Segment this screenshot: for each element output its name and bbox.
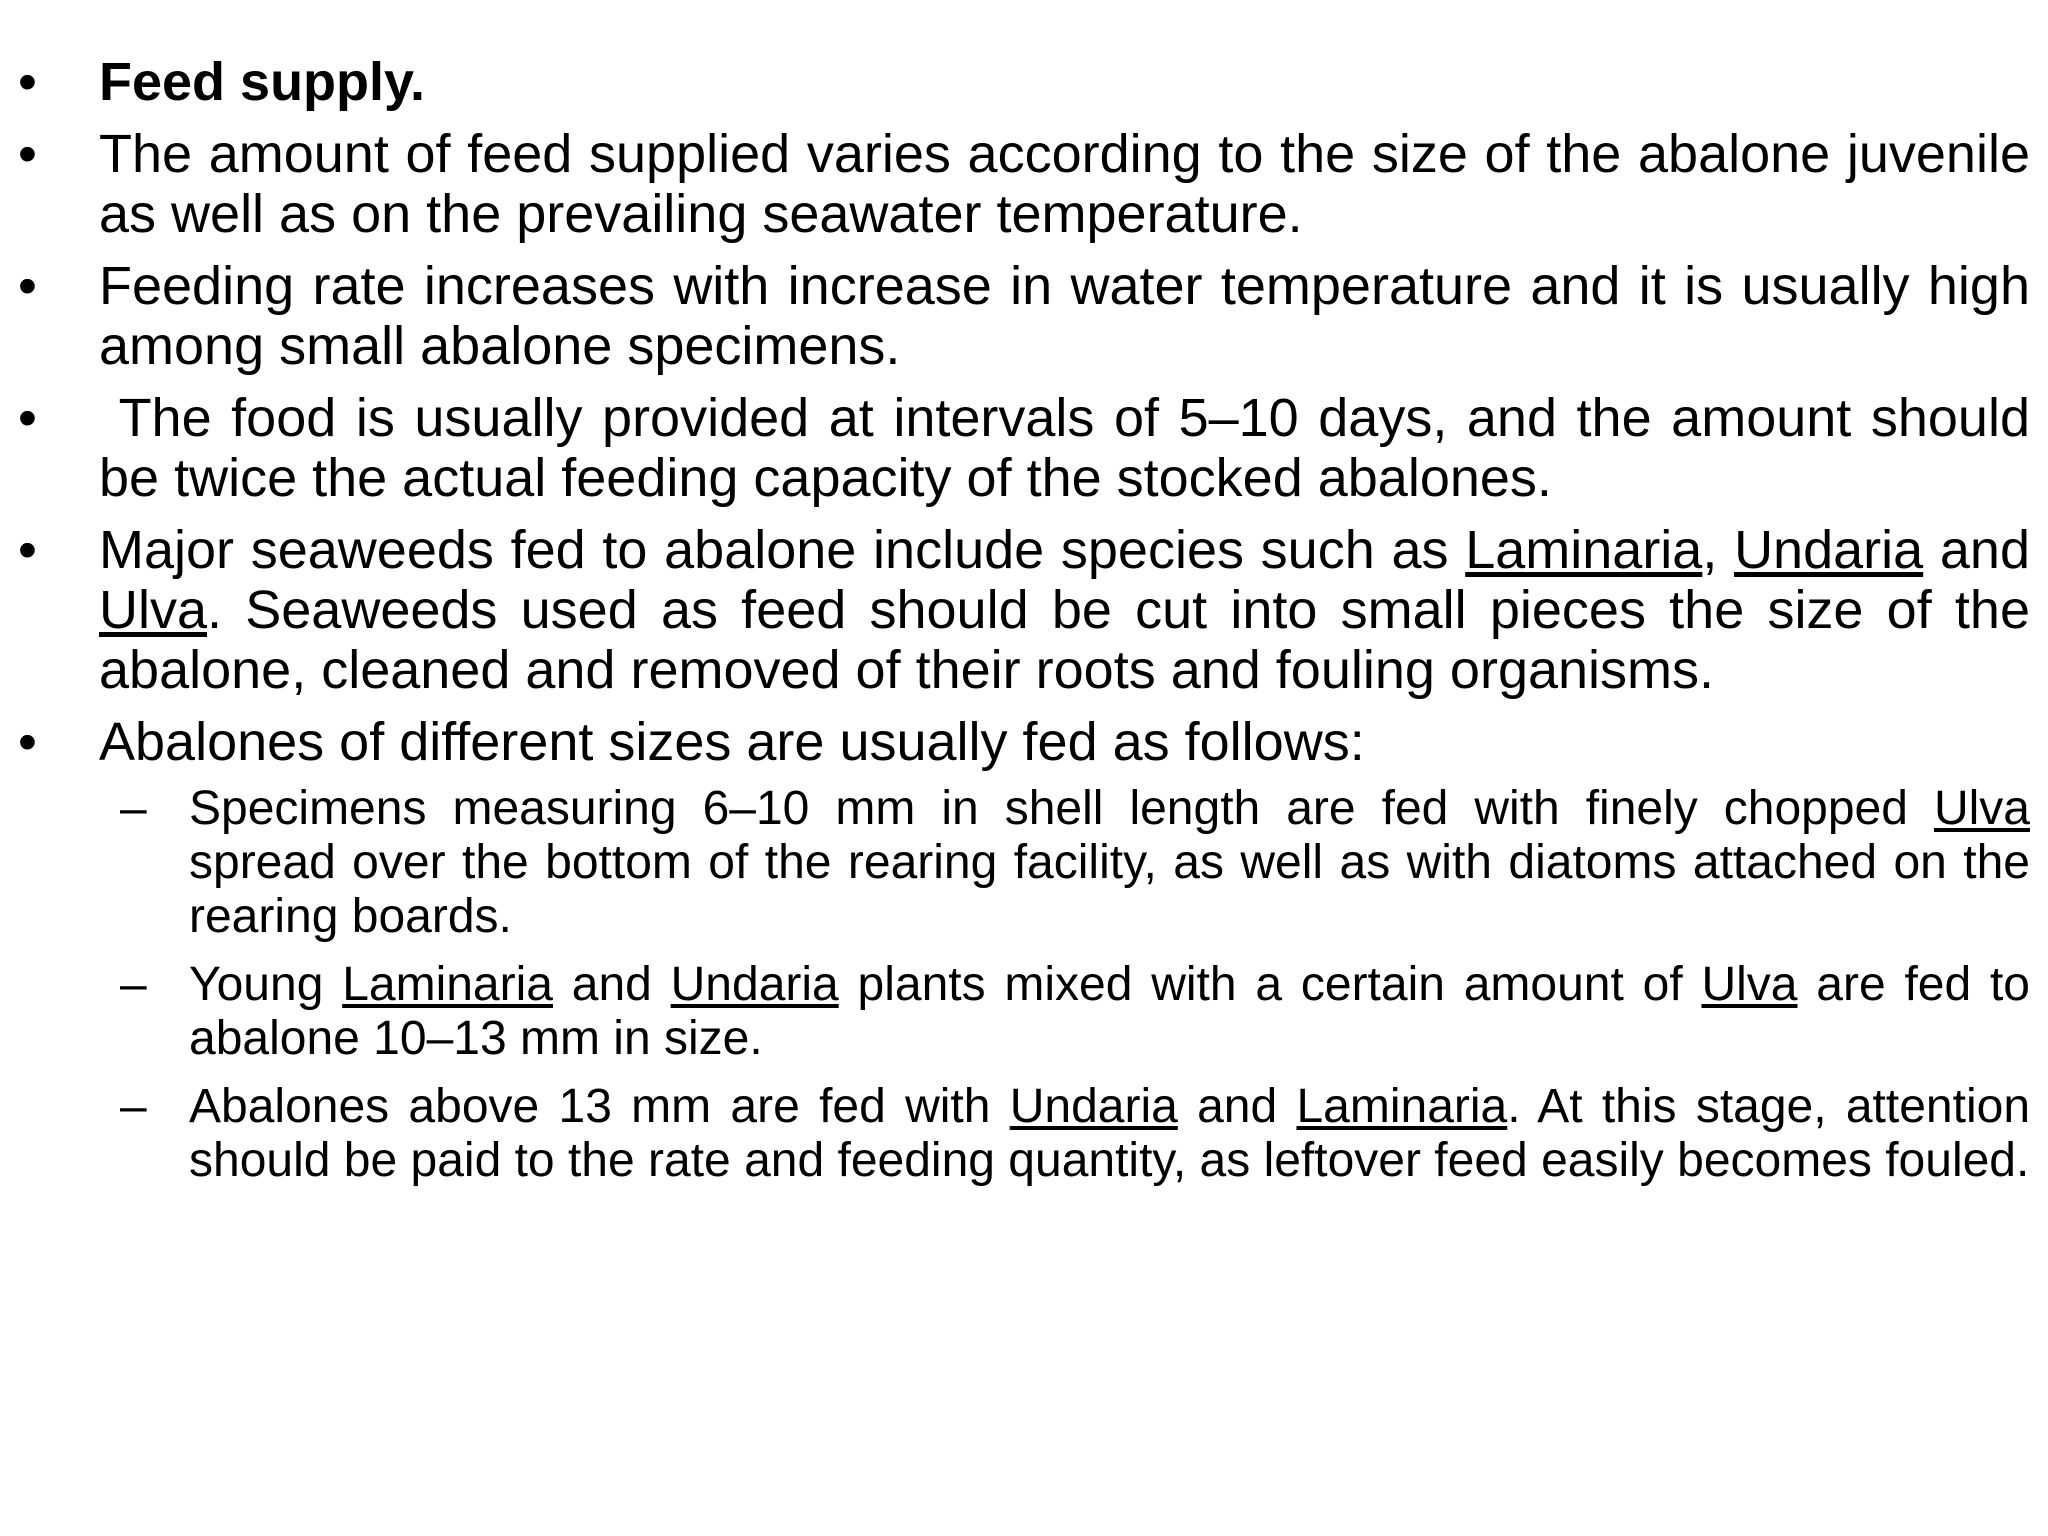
sub-bullet-6-10mm: [0, 782, 2048, 944]
text-run: and: [1923, 520, 2030, 580]
text-run: Specimens measuring 6–10 mm in shell length are fed with finely chopped: [189, 782, 1934, 835]
bullet-feed-amount: [0, 124, 2048, 244]
bullet-text: Abalones of different sizes are usually fed as follows:: [99, 712, 1365, 772]
species-laminaria: Laminaria: [1296, 1080, 1508, 1133]
text-run: Major seaweeds fed to abalone include species such as: [99, 520, 1466, 580]
text-run: and: [1177, 1080, 1297, 1133]
dash-marker: –: [120, 782, 147, 835]
bullet-text: Feeding rate increases with increase in water temperature and it is usually high among small abalone specimens.: [99, 256, 2030, 376]
bullet-text: The amount of feed supplied varies according to the size of the abalone juvenile as well as on the prevailing seawater temperature.: [99, 124, 2030, 244]
heading-text: Feed supply.: [99, 52, 426, 112]
bullet-list: [0, 52, 2048, 1202]
species-ulva: Ulva: [1933, 782, 2030, 835]
bullet-feeding-interval: [0, 388, 2048, 508]
text-run: ,: [1702, 520, 1735, 580]
species-undaria: Undaria: [1734, 520, 1924, 580]
bullet-marker: •: [18, 256, 37, 316]
bullet-heading: [0, 52, 2048, 112]
text-run: Young: [189, 958, 343, 1011]
text-run: and: [552, 958, 671, 1011]
bullet-marker: •: [18, 712, 37, 772]
species-ulva: Ulva: [1701, 958, 1798, 1011]
sub-bullet-list: [0, 782, 2048, 1188]
bullet-text: The food is usually provided at intervals of 5–10 days, and the amount should be twice the actual feeding capacity of the stocked abalones.: [99, 388, 2045, 508]
bullet-marker: •: [18, 388, 37, 448]
dash-marker: –: [120, 958, 147, 1011]
bullet-marker: •: [18, 124, 37, 184]
bullet-text: [99, 520, 2030, 700]
bullet-feeding-rate: [0, 256, 2048, 376]
bullet-marker: •: [18, 52, 37, 112]
sub-bullet-above-13mm: [0, 1080, 2048, 1188]
species-laminaria: Laminaria: [342, 958, 553, 1011]
text-run: Abalones above 13 mm are fed with: [189, 1080, 1010, 1133]
species-laminaria: Laminaria: [1465, 520, 1703, 580]
text-run: plants mixed with a certain amount of: [838, 958, 1702, 1011]
sub-bullet-10-13mm: [0, 958, 2048, 1066]
bullet-major-seaweeds: [0, 520, 2048, 700]
text-run: . Seaweeds used as feed should be cut into small pieces the size of the abalone, cleaned and removed of their roots and fouling organisms.: [99, 580, 2030, 700]
bullet-feeding-by-size: [0, 712, 2048, 772]
text-run: are fed to abalone 10–13 mm in size.: [189, 958, 2030, 1065]
species-undaria: Undaria: [1009, 1080, 1178, 1133]
species-undaria: Undaria: [670, 958, 839, 1011]
text-run: . At this stage, attention should be paid to the rate and feeding quantity, as leftover feed easily becomes fouled.: [189, 1080, 2031, 1187]
text-run: spread over the bottom of the rearing facility, as well as with diatoms attached on the rearing boards.: [189, 836, 2030, 943]
bullet-marker: •: [18, 520, 37, 580]
species-ulva: Ulva: [99, 580, 208, 640]
dash-marker: –: [120, 1080, 147, 1133]
